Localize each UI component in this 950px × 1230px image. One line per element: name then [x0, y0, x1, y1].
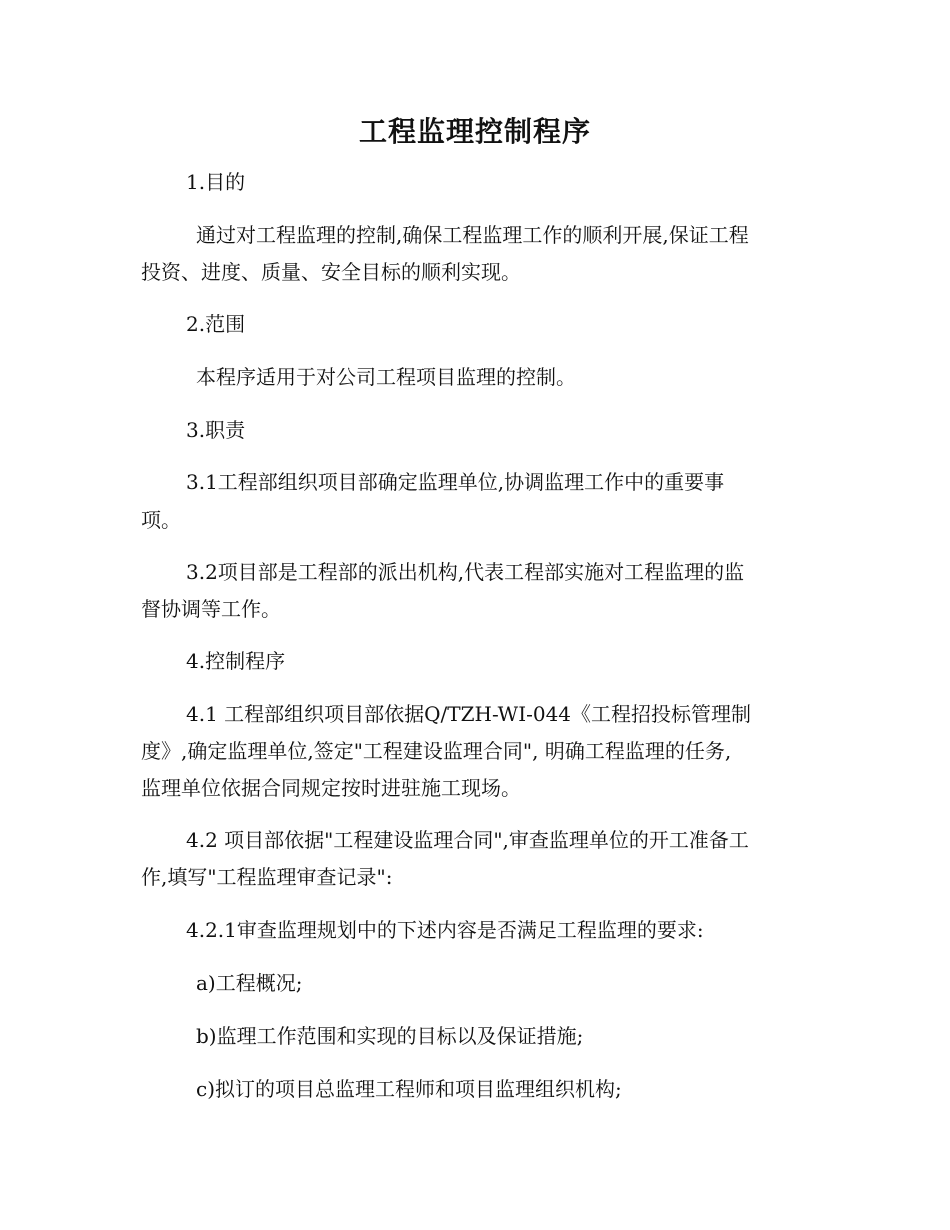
paragraph-4-2-line-1: 4.2 项目部依据"工程建设监理合同",审查监理单位的开工准备工 [186, 828, 749, 852]
list-item-b: b)监理工作范围和实现的目标以及保证措施; [196, 1024, 584, 1048]
list-item-a: a)工程概况; [196, 971, 303, 995]
paragraph-4-1-line-1: 4.1 工程部组织项目部依据Q/TZH-WI-044《工程招投标管理制 [186, 702, 752, 726]
list-item-c: c)拟订的项目总监理工程师和项目监理组织机构; [196, 1077, 622, 1101]
paragraph-4-1-line-3: 监理单位依据合同规定按时进驻施工现场。 [141, 776, 521, 800]
heading-control-procedure: 4.控制程序 [186, 649, 286, 673]
paragraph-scope: 本程序适用于对公司工程项目监理的控制。 [196, 365, 576, 389]
paragraph-3-1-line-1: 3.1工程部组织项目部确定监理单位,协调监理工作中的重要事 [186, 470, 725, 494]
document-title: 工程监理控制程序 [358, 115, 591, 148]
paragraph-3-2-line-1: 3.2项目部是工程部的派出机构,代表工程部实施对工程监理的监 [186, 560, 745, 584]
paragraph-purpose-line-2: 投资、进度、质量、安全目标的顺利实现。 [141, 260, 521, 284]
heading-purpose: 1.目的 [186, 170, 246, 194]
paragraph-4-2-1: 4.2.1审查监理规划中的下述内容是否满足工程监理的要求: [186, 918, 704, 942]
paragraph-4-1-line-2: 度》,确定监理单位,签定"工程建设监理合同", 明确工程监理的任务, [141, 739, 732, 763]
paragraph-4-2-line-2: 作,填写"工程监理审查记录": [141, 865, 393, 889]
paragraph-3-2-line-2: 督协调等工作。 [141, 597, 281, 621]
heading-scope: 2.范围 [186, 312, 246, 336]
paragraph-purpose-line-1: 通过对工程监理的控制,确保工程监理工作的顺利开展,保证工程 [196, 223, 749, 247]
heading-responsibilities: 3.职责 [186, 418, 246, 442]
paragraph-3-1-line-2: 项。 [141, 508, 181, 532]
